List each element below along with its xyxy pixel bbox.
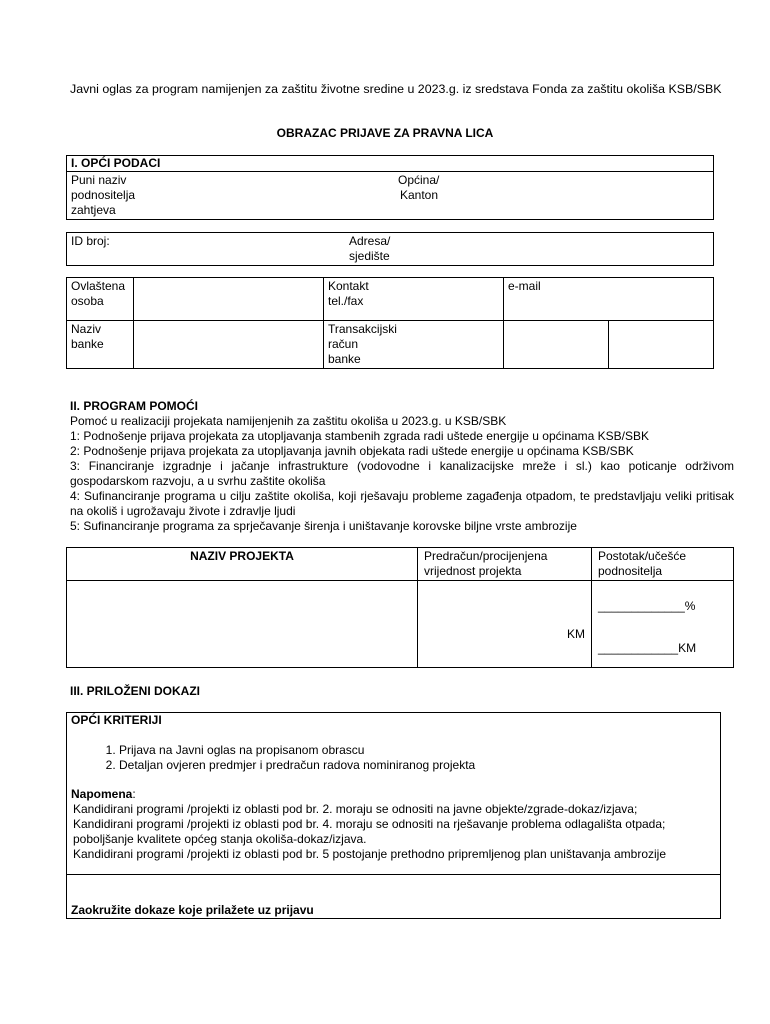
bank-name-input[interactable]	[134, 321, 324, 369]
currency-label: KM	[567, 627, 585, 641]
estimate-header: Predračun/procijenjena vrijednost projekta	[418, 548, 592, 581]
id-number-field[interactable]: ID broj:	[67, 233, 342, 266]
id-address-table	[66, 232, 714, 266]
municipality-field[interactable]: Općina/ Kanton	[390, 172, 714, 220]
note-line-1: Kandidirani programi /projekti iz oblasti pod br. 2. moraju se odnositi na javne objekte/zgrade-dokaz/izjava;	[73, 802, 638, 816]
evidence-doc-1[interactable]: 1. Prijava na Javni oglas na propisanom obrascu	[119, 743, 716, 758]
criteria-title: OPĆI KRITERIJI	[71, 713, 162, 727]
program-item-4: 4: Sufinanciranje programa u cilju zaštite okoliša, koji rješavaju probleme zagađenja otpadom, te predstavljaju veliki pritisak na okoliš i ugrožavaju živote i zdravlje ljudi	[70, 489, 734, 518]
bank-name-label: Naziv banke	[67, 321, 134, 369]
evidence-table	[66, 712, 721, 919]
note-heading: Napomena:	[71, 787, 136, 801]
program-section	[70, 399, 734, 534]
program-item-5: 5: Sufinanciranje programa za sprječavanje širenja i uništavanje korovske biljne vrste ambrozije	[70, 519, 577, 533]
note-line-2: Kandidirani programi /projekti iz oblasti pod br. 4. moraju se odnositi na rješavanje problema odlagališta otpada;	[73, 817, 666, 831]
circle-evidence-row[interactable]	[67, 875, 721, 919]
criteria-box	[67, 713, 721, 875]
account-label: Transakcijski račun banke	[324, 321, 504, 369]
email-field[interactable]: e-mail	[504, 278, 714, 321]
section-title-program: II. PROGRAM POMOĆI	[70, 399, 199, 413]
project-name-header: NAZIV PROJEKTA	[67, 548, 418, 581]
note-line-3: poboljšanje kvalitete općeg stanja okoliša-dokaz/izjava.	[73, 832, 367, 846]
authorized-person-input[interactable]	[134, 278, 324, 321]
circle-evidence-prompt: Zaokružite dokaze koje prilažete uz prijavu	[71, 903, 314, 917]
section-title-evidence: III. PRILOŽENI DOKAZI	[70, 684, 201, 698]
full-name-field[interactable]: Puni naziv podnositelja zahtjeva	[67, 172, 391, 220]
project-table	[66, 547, 734, 668]
form-title: OBRAZAC PRIJAVE ZA PRAVNA LICA	[276, 126, 494, 140]
program-item-1: 1: Podnošenje prijava projekata za utopljavanja stambenih zgrada radi uštede energije u općinama KSB/SBK	[70, 429, 650, 443]
percent-line: _____________%	[598, 599, 696, 613]
contact-bank-table	[66, 277, 714, 369]
authorized-person-label: Ovlaštena osoba	[67, 278, 134, 321]
evidence-doc-2[interactable]: 2. Detaljan ovjeren predmjer i predračun radova nominiranog projekta	[119, 758, 716, 773]
section-title-general: I. OPĆI PODACI	[67, 156, 714, 172]
account-input[interactable]	[504, 321, 609, 369]
program-intro: Pomoć u realizaciji projekata namijenjenih za zaštitu okoliša u 2023.g. u KSB/SBK	[70, 414, 507, 428]
estimate-input[interactable]	[418, 581, 592, 668]
contact-label: Kontakt tel./fax	[324, 278, 504, 321]
general-data-table	[66, 155, 714, 220]
project-name-input[interactable]	[67, 581, 418, 668]
program-item-2: 2: Podnošenje prijava projekata za utopljavanja javnih objekata radi uštede energije u općinama KSB/SBK	[70, 444, 634, 458]
share-input[interactable]	[592, 581, 734, 668]
address-field[interactable]: Adresa/ sjedište	[341, 233, 714, 266]
announcement-text: Javni oglas za program namijenjen za zaštitu životne sredine u 2023.g. iz sredstava Fonda za zaštitu okoliša KSB/SBK	[70, 82, 722, 96]
note-line-4: Kandidirani programi /projekti iz oblasti pod br. 5 postojanje prethodno pripremljenog plan uništavanja ambrozije	[73, 847, 667, 861]
program-item-3: 3: Financiranje izgradnje i jačanje infrastrukture (vodovodne i kanalizacijske mreže i sl.) kao poticanje održivom gospodarskom razvoju, a u svrhu zaštite okoliša	[70, 459, 734, 488]
share-header: Postotak/učešće podnositelja	[592, 548, 734, 581]
account-extra-input[interactable]	[609, 321, 714, 369]
km-line: ____________KM	[598, 641, 697, 655]
